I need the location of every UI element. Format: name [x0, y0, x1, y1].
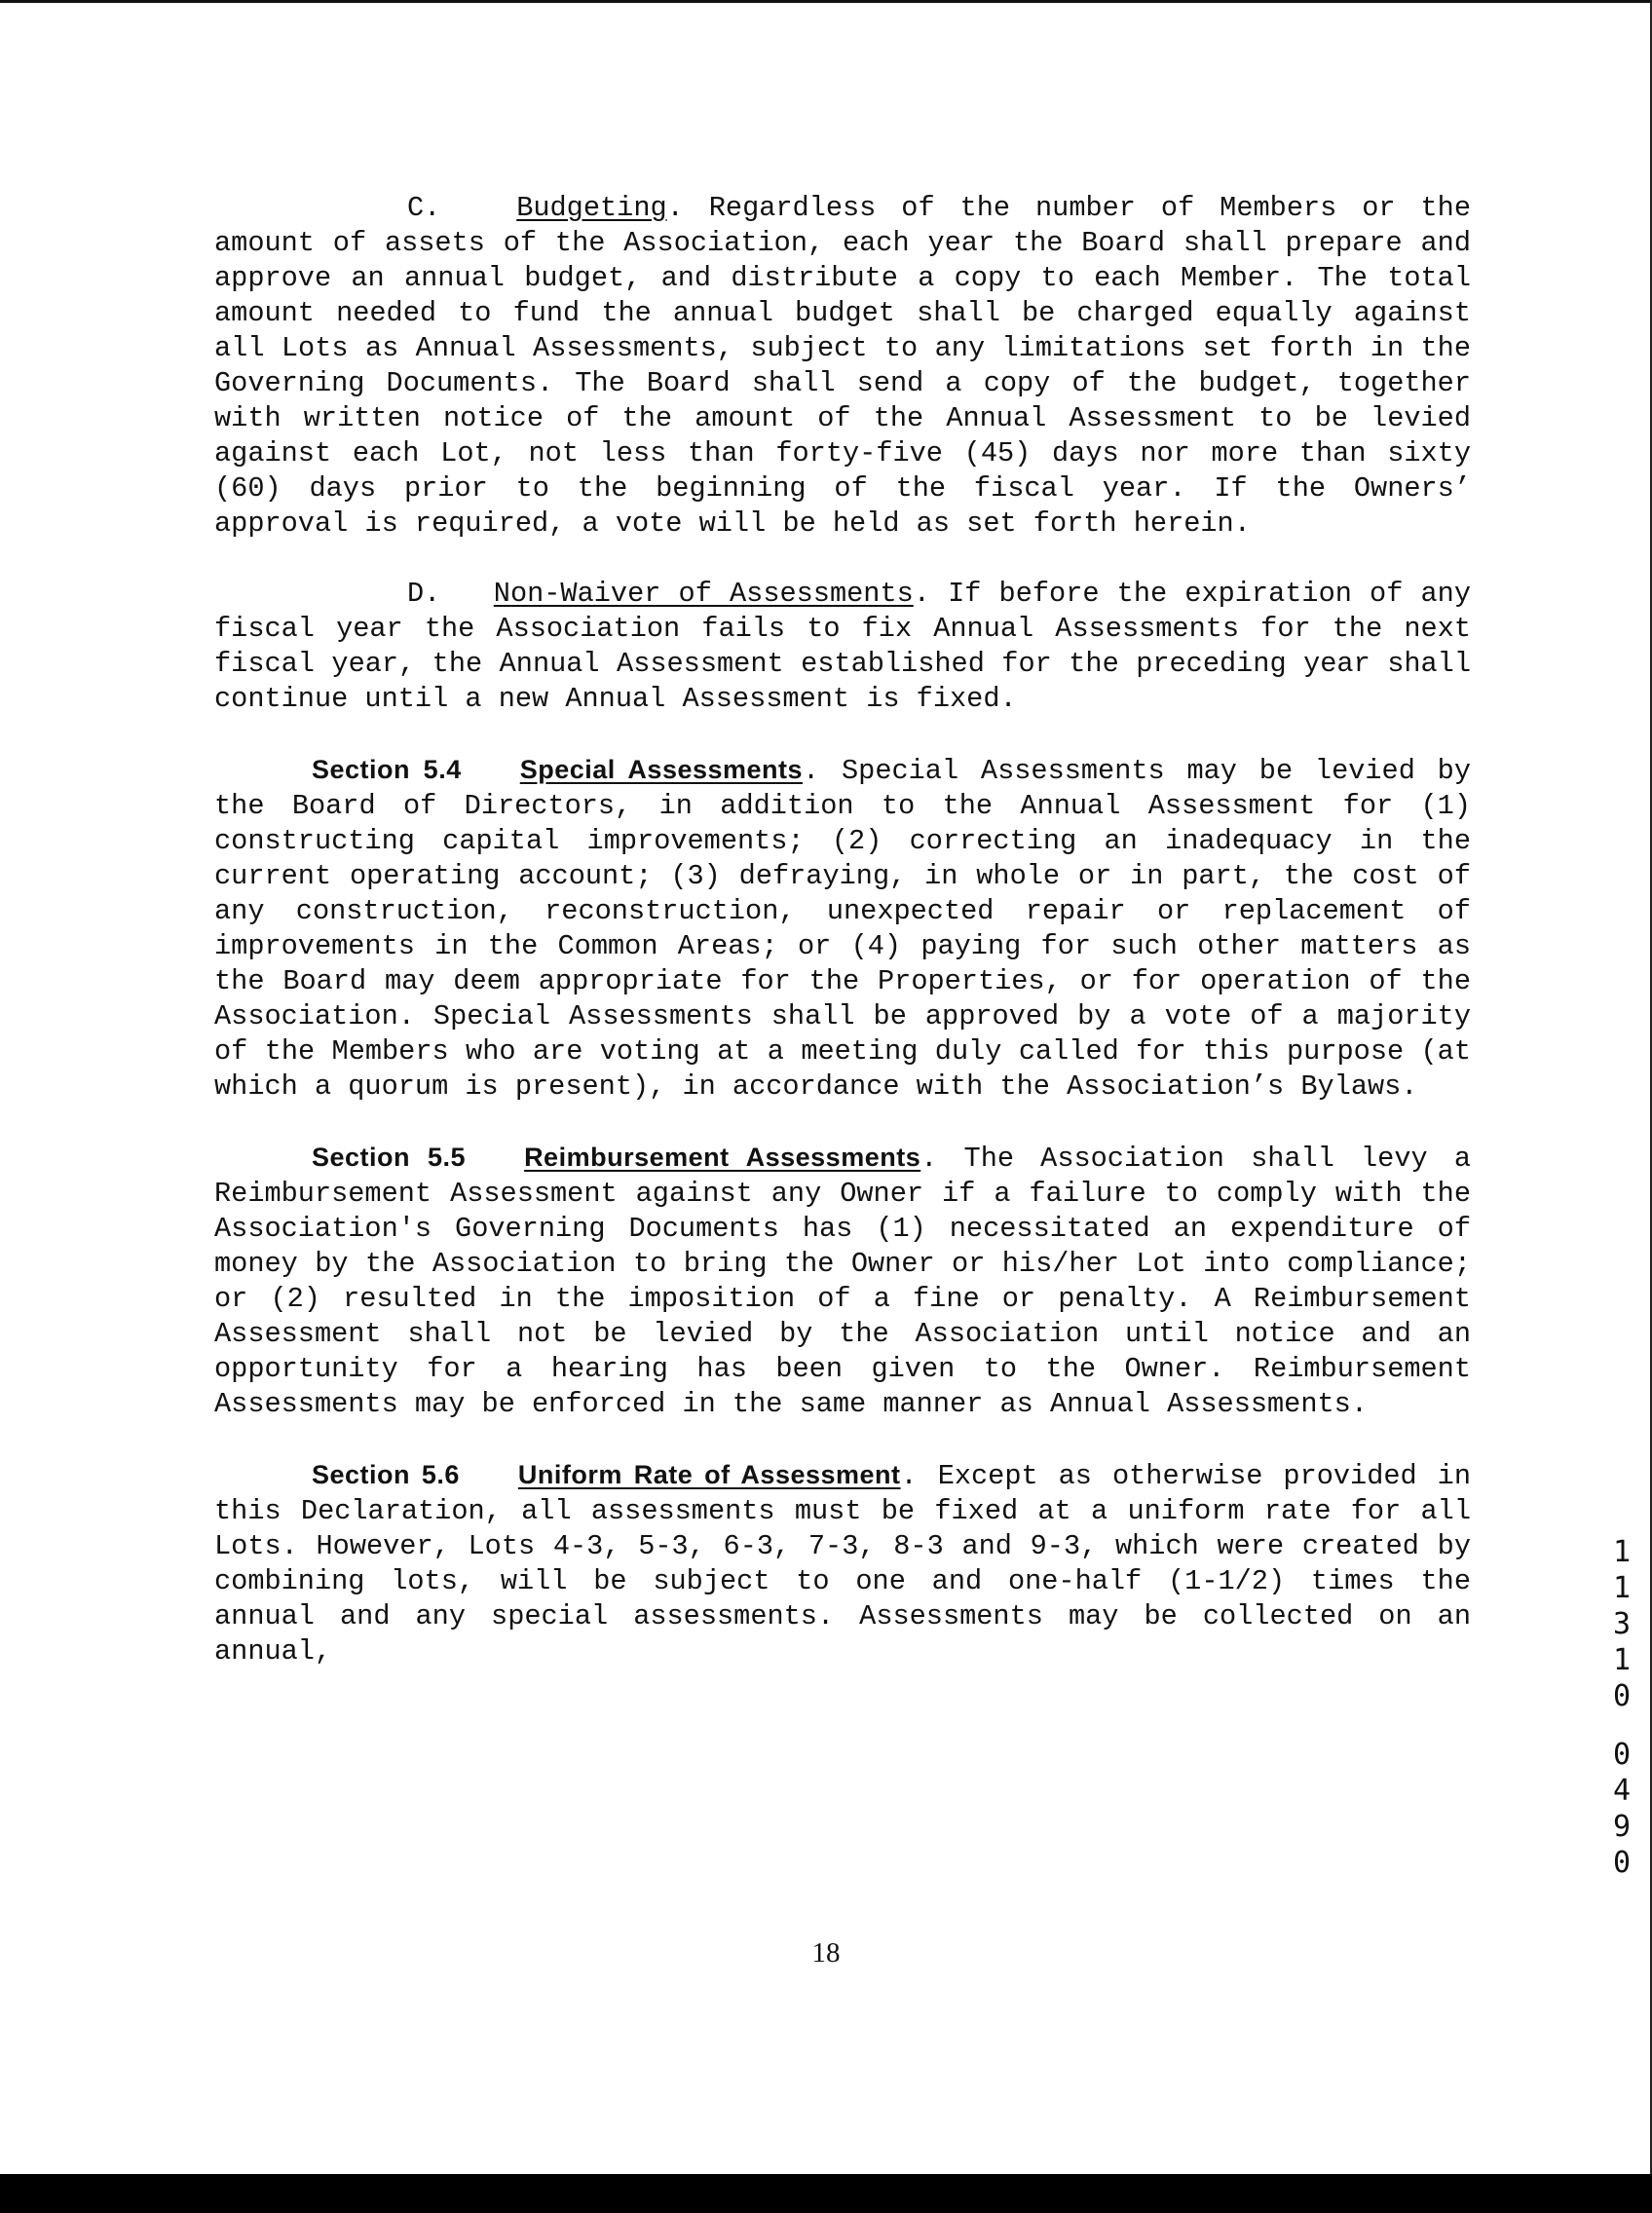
section-5-5 [214, 1140, 1471, 1422]
section-5-5-text: . The Association shall levy a Reimbursement Assessment against any Owner if a failure to comply with the Association's Governing Documents has (1) necessitated an expenditure of money by the Association to bring the Owner or his/her Lot into compliance; or (2) resulted in the imposition of a fine or penalty. A Reimbursement Assessment shall not be levied by the Association until notice and an opportunity for a hearing has been given to the Owner. Reimbursement Assessments may be enforced in the same manner as Annual Assessments. [214, 1143, 1471, 1420]
stamp-digit: 1 [1612, 1571, 1632, 1605]
stamp-digit: 1 [1612, 1643, 1632, 1677]
scan-edge-top [0, 0, 1652, 3]
paragraph-c-text: . Regardless of the number of Members or the amount of assets of the Association, each year the Board shall prepare and approve an annual budget, and distribute a copy to each Member. The total amount needed to fund the annual budget shall be charged equally against all Lots as Annual Assessments, subject to any limitations set forth in the Governing Documents. The Board shall send a copy of the budget, together with written notice of the amount of the Annual Assessment to be levied against each Lot, not less than forty-five (45) days nor more than sixty (60) days prior to the beginning of the fiscal year. If the Owners’ approval is required, a vote will be held as set forth herein. [214, 192, 1472, 540]
section-5-5-title: Reimbursement Assessments [524, 1143, 921, 1172]
section-5-4-title: Special Assessments [519, 755, 804, 784]
document-body [214, 191, 1471, 1669]
section-5-6-number: Section 5.6 [312, 1460, 460, 1489]
stamp-digit: 3 [1612, 1607, 1632, 1641]
paragraph-c-budgeting [214, 191, 1471, 542]
section-5-6-text: . Except as otherwise provided in this Declaration, all assessments must be fixed at a uniform rate for all Lots. However, Lots 4-3, 5-3, 6-3, 7-3, 8-3 and 9-3, which were created by combining lots, will be subject to one and one-half (1-1/2) times the annual and any special assessments. Assessments may be collected on an annual, [214, 1460, 1471, 1668]
paragraph-c-label: C. [407, 192, 441, 224]
page-number: 18 [811, 1937, 841, 1969]
scan-edge-bottom [0, 2174, 1652, 2213]
section-5-4 [214, 752, 1471, 1105]
paragraph-c-heading: Budgeting [516, 192, 667, 224]
paragraph-d-non-waiver [214, 577, 1471, 717]
stamp-digit: 0 [1612, 1679, 1632, 1713]
stamp-digit: 0 [1612, 1738, 1632, 1772]
stamp-digit: 1 [1612, 1535, 1632, 1569]
section-5-4-text: . Special Assessments may be levied by the Board of Directors, in addition to the Annual Assessment for (1) constructing capital improvements; (2) correcting an inadequacy in the current operating account; (3) defraying, in whole or in part, the cost of any construction, reconstruction, unexpected repair or replacement of improvements in the Common Areas; or (4) paying for such other matters as the Board may deem appropriate for the Properties, or for operation of the Association. Special Assessments shall be approved by a vote of a majority of the Members who are voting at a meeting duly called for this purpose (at which a quorum is present), in accordance with the Association’s Bylaws. [214, 755, 1472, 1103]
stamp-digit: 4 [1612, 1774, 1632, 1808]
margin-stamp [1609, 1534, 1634, 1881]
section-5-4-number: Section 5.4 [312, 755, 462, 784]
paragraph-d-heading: Non-Waiver of Assessments [493, 578, 914, 610]
section-5-6 [214, 1457, 1471, 1669]
stamp-digit: 9 [1612, 1810, 1632, 1844]
stamp-gap [1609, 1714, 1634, 1737]
section-5-6-title: Uniform Rate of Assessment [517, 1460, 901, 1489]
paragraph-d-label: D. [407, 578, 441, 610]
stamp-digit: 0 [1612, 1846, 1632, 1880]
section-5-5-number: Section 5.5 [312, 1143, 467, 1172]
paragraph-d-text: . If before the expiration of any fiscal year the Association fails to fix Annual Assessments for the next fiscal year, the Annual Assessment established for the preceding year shall continue until a new Annual Assessment is fixed. [214, 578, 1471, 715]
